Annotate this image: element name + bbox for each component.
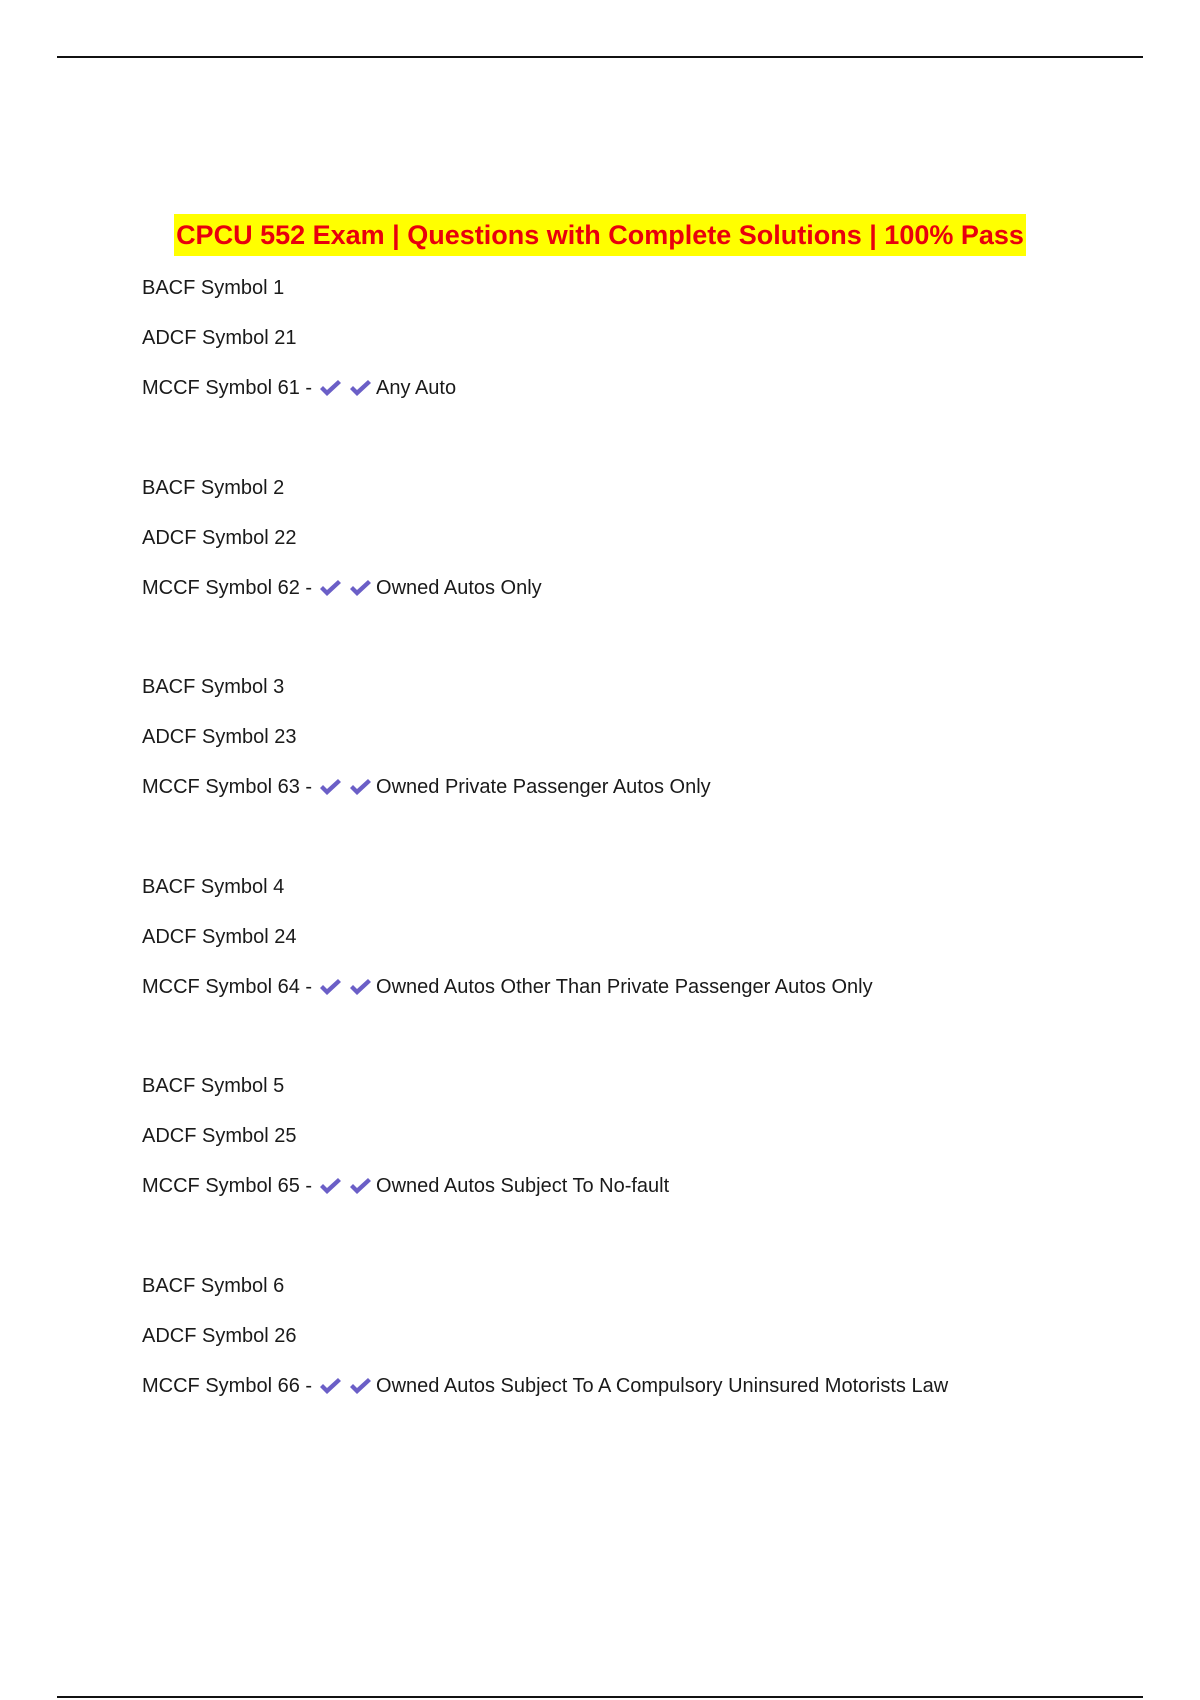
- adcf-symbol-line: ADCF Symbol 23: [142, 726, 297, 748]
- question-text: MCCF Symbol 62 -: [142, 576, 313, 599]
- answer-text: Owned Autos Only: [376, 576, 542, 599]
- question-text: MCCF Symbol 66 -: [142, 1374, 313, 1397]
- answer-text: Owned Autos Other Than Private Passenger Autos Only: [376, 975, 873, 998]
- mccf-question-line: [142, 775, 1142, 825]
- question-text: MCCF Symbol 61 -: [142, 377, 313, 399]
- mccf-question-line: [142, 376, 1142, 426]
- bottom-rule: [57, 1696, 1143, 1698]
- bacf-symbol-line: BACF Symbol 2: [142, 476, 285, 499]
- bacf-symbol-line: BACF Symbol 6: [142, 1274, 285, 1297]
- qa-group: [142, 675, 1142, 875]
- question-text: MCCF Symbol 65 -: [142, 1175, 313, 1197]
- checkmark-icon: [318, 576, 342, 600]
- checkmark-icon: [348, 576, 372, 600]
- checkmark-icon: [348, 975, 372, 999]
- qa-group: [142, 476, 1142, 676]
- answer-text: Owned Private Passenger Autos Only: [376, 776, 711, 798]
- checkmark-icon: [318, 1174, 342, 1198]
- checkmark-icon: [348, 376, 372, 400]
- answer-text: Owned Autos Subject To A Compulsory Uninsured Motorists Law: [376, 1374, 949, 1397]
- adcf-symbol-line: ADCF Symbol 22: [142, 526, 297, 549]
- mccf-question-line: [142, 576, 1142, 626]
- qa-group: [142, 276, 1142, 476]
- checkmark-icon: [318, 1374, 342, 1398]
- checkmark-icon: [348, 775, 372, 799]
- question-text: MCCF Symbol 64 -: [142, 975, 313, 998]
- qa-group: [142, 1274, 1142, 1474]
- mccf-question-line: [142, 1374, 1142, 1424]
- qa-group: [142, 1074, 1142, 1274]
- qa-group: [142, 875, 1142, 1075]
- bacf-symbol-line: BACF Symbol 3: [142, 676, 285, 698]
- question-text: MCCF Symbol 63 -: [142, 776, 313, 798]
- mccf-question-line: [142, 975, 1142, 1025]
- checkmark-icon: [348, 1174, 372, 1198]
- title-wrap: [0, 214, 1200, 256]
- bacf-symbol-line: BACF Symbol 4: [142, 875, 285, 898]
- adcf-symbol-line: ADCF Symbol 25: [142, 1125, 297, 1147]
- checkmark-icon: [348, 1374, 372, 1398]
- answer-text: Any Auto: [376, 377, 457, 399]
- checkmark-icon: [318, 975, 342, 999]
- mccf-question-line: [142, 1174, 1142, 1224]
- bacf-symbol-line: BACF Symbol 1: [142, 277, 285, 299]
- top-rule: [57, 56, 1143, 58]
- adcf-symbol-line: ADCF Symbol 24: [142, 925, 297, 948]
- answer-text: Owned Autos Subject To No-fault: [376, 1175, 670, 1197]
- page-title: CPCU 552 Exam | Questions with Complete Solutions | 100% Pass: [174, 214, 1026, 256]
- adcf-symbol-line: ADCF Symbol 26: [142, 1324, 297, 1347]
- checkmark-icon: [318, 775, 342, 799]
- adcf-symbol-line: ADCF Symbol 21: [142, 327, 297, 349]
- qa-list: [142, 276, 1142, 1473]
- checkmark-icon: [318, 376, 342, 400]
- bacf-symbol-line: BACF Symbol 5: [142, 1075, 285, 1097]
